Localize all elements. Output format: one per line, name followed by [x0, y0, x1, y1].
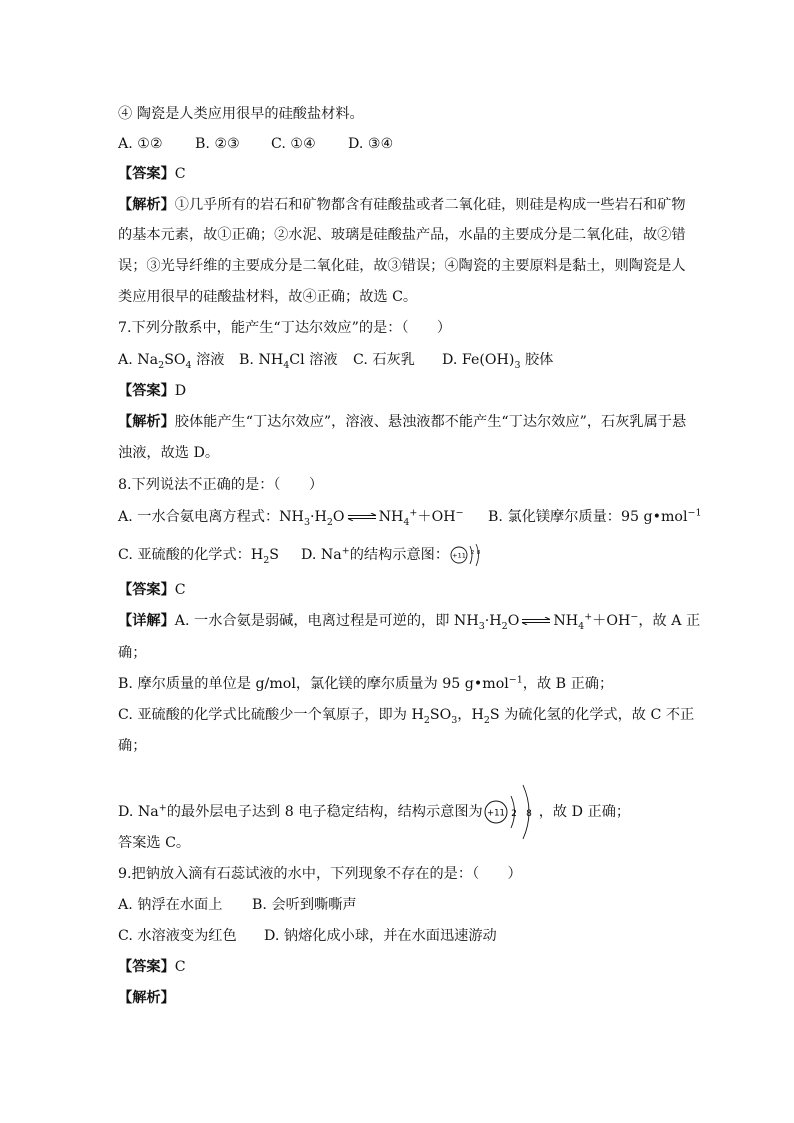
analysis-text: 胶体能产生“丁达尔效应”，溶液、悬浊液都不能产生“丁达尔效应”，石灰乳属于悬	[174, 414, 687, 430]
q6-analysis-line-4: 类应用很早的硅酸盐材料，故④正确；故选 C。	[118, 289, 418, 305]
analysis-label: 【解析】	[118, 414, 175, 430]
q9-option-d: D. 钠熔化成小球，并在水面迅速游动	[264, 928, 497, 944]
answer-value: D	[174, 383, 187, 399]
svg-text:+11: +11	[452, 551, 466, 560]
answer-value: C	[174, 959, 186, 975]
q8-option-d: D. Na+的结构示意图： +11 2 8	[301, 542, 485, 568]
q7-option-d: D. $Fe(OH)_3$ 胶体	[442, 352, 554, 371]
analysis-text: ①几乎所有的岩石和矿物都含有硅酸盐或者二氧化硅，则硅是构成一些岩石和矿物	[174, 197, 686, 213]
sodium-ion-structure-diagram	[449, 542, 485, 568]
q8-option-c: C. 亚硫酸的化学式：$H_2S$	[118, 547, 280, 566]
q6-option-c: C. ①④	[271, 136, 316, 152]
q6-analysis-line-1	[118, 195, 686, 215]
q9-option-a: A. 钠浮在水面上	[118, 897, 223, 913]
analysis-label: 【解析】	[118, 197, 175, 213]
q9-option-c: C. 水溶液变为红色	[118, 928, 237, 944]
answer-label: 【答案】	[118, 383, 175, 399]
q8-answer	[118, 580, 186, 600]
detail-label: 【详解】	[118, 613, 175, 629]
q6-option-a: A. ①②	[118, 136, 163, 152]
sodium-ion-structure-diagram-large	[483, 782, 539, 842]
q8-option-b: B. 氯化镁摩尔质量：95 g•mol$^{-1}$	[488, 507, 702, 525]
answer-label: 【答案】	[118, 582, 175, 598]
svg-text:2: 2	[470, 550, 475, 556]
q8-detail-line-2: B. 摩尔质量的单位是 g/mol，氯化镁的摩尔质量为 95 g•mol$^{-1}$，故 B 正确；	[118, 674, 614, 692]
q8-detail-line-4: D. Na+的最外层电子达到 8 电子稳定结构，结构示意图为 +11 2 8 ，故 D 正确；	[118, 782, 630, 842]
q6-options	[118, 134, 393, 154]
svg-text:8: 8	[525, 809, 532, 819]
answer-value: C	[174, 582, 186, 598]
q8-option-a: A. 一水合氨电离方程式：$NH_3\cdot H_2O$ $NH_4^++OH^-$	[118, 507, 464, 528]
q7-analysis-line-1	[118, 412, 686, 432]
q7-answer	[118, 381, 186, 401]
q9-analysis-label: 【解析】	[118, 990, 175, 1006]
q6-analysis-line-2: 的基本元素，故①正确；②水泥、玻璃是硅酸盐产品，水晶的主要成分是二氧化硅，故②错	[118, 227, 686, 243]
q7-stem: 7.下列分散系中，能产生“丁达尔效应”的是：（ ）	[118, 320, 452, 336]
answer-label: 【答案】	[118, 166, 175, 182]
q6-option-d: D. ③④	[348, 136, 394, 152]
q6-option-b: B. ②③	[195, 136, 240, 152]
svg-text:2: 2	[510, 809, 517, 819]
reversible-arrow-icon	[347, 513, 377, 521]
q7-option-a: A. $Na_2SO_4$ 溶液	[118, 352, 225, 371]
q8-options-ab	[118, 507, 702, 527]
q8-conclusion: 答案选 C。	[118, 835, 191, 851]
q9-options-cd	[118, 926, 497, 946]
q8-detail-line-1: 【详解】A. 一水合氨是弱碱，电离过程是可逆的，即 $NH_3\cdot H_2O$ $NH_4^++OH^-$，故 A 正	[118, 611, 701, 632]
q7-options	[118, 350, 553, 370]
q7-option-b: B. $NH_4Cl$ 溶液	[239, 352, 338, 371]
reversible-arrow-icon	[521, 617, 551, 625]
q7-option-c: C. 石灰乳	[353, 352, 415, 368]
answer-label: 【答案】	[118, 959, 175, 975]
q8-options-cd	[118, 542, 485, 568]
answer-value: C	[174, 166, 186, 182]
q8-detail-line-3: C. 亚硫酸的化学式比硫酸少一个氧原子，即为 $H_2SO_3$，$H_2S$ 为硫化氢的化学式，故 C 不正	[118, 707, 695, 726]
q9-answer	[118, 957, 186, 977]
q8-detail-line-1-cont: 确；	[118, 645, 147, 661]
q8-stem: 8.下列说法不正确的是：（ ）	[118, 477, 324, 493]
q8-detail-line-3-cont: 确；	[118, 738, 147, 754]
q9-options-ab	[118, 895, 357, 915]
q7-analysis-line-2: 浊液，故选 D。	[118, 445, 220, 461]
q6-answer	[118, 164, 186, 184]
q9-option-b: B. 会听到嘶嘶声	[252, 897, 357, 913]
q9-stem: 9.把钠放入滴有石蕊试液的水中，下列现象不存在的是：（ ）	[118, 866, 522, 882]
q6-statement-4: ④ 陶瓷是人类应用很早的硅酸盐材料。	[118, 106, 364, 122]
q6-analysis-line-3: 误；③光导纤维的主要成分是二氧化硅，故③错误；④陶瓷的主要原料是黏土，则陶瓷是人	[118, 258, 686, 274]
svg-text:+11: +11	[486, 808, 505, 819]
svg-text:8: 8	[476, 550, 481, 556]
